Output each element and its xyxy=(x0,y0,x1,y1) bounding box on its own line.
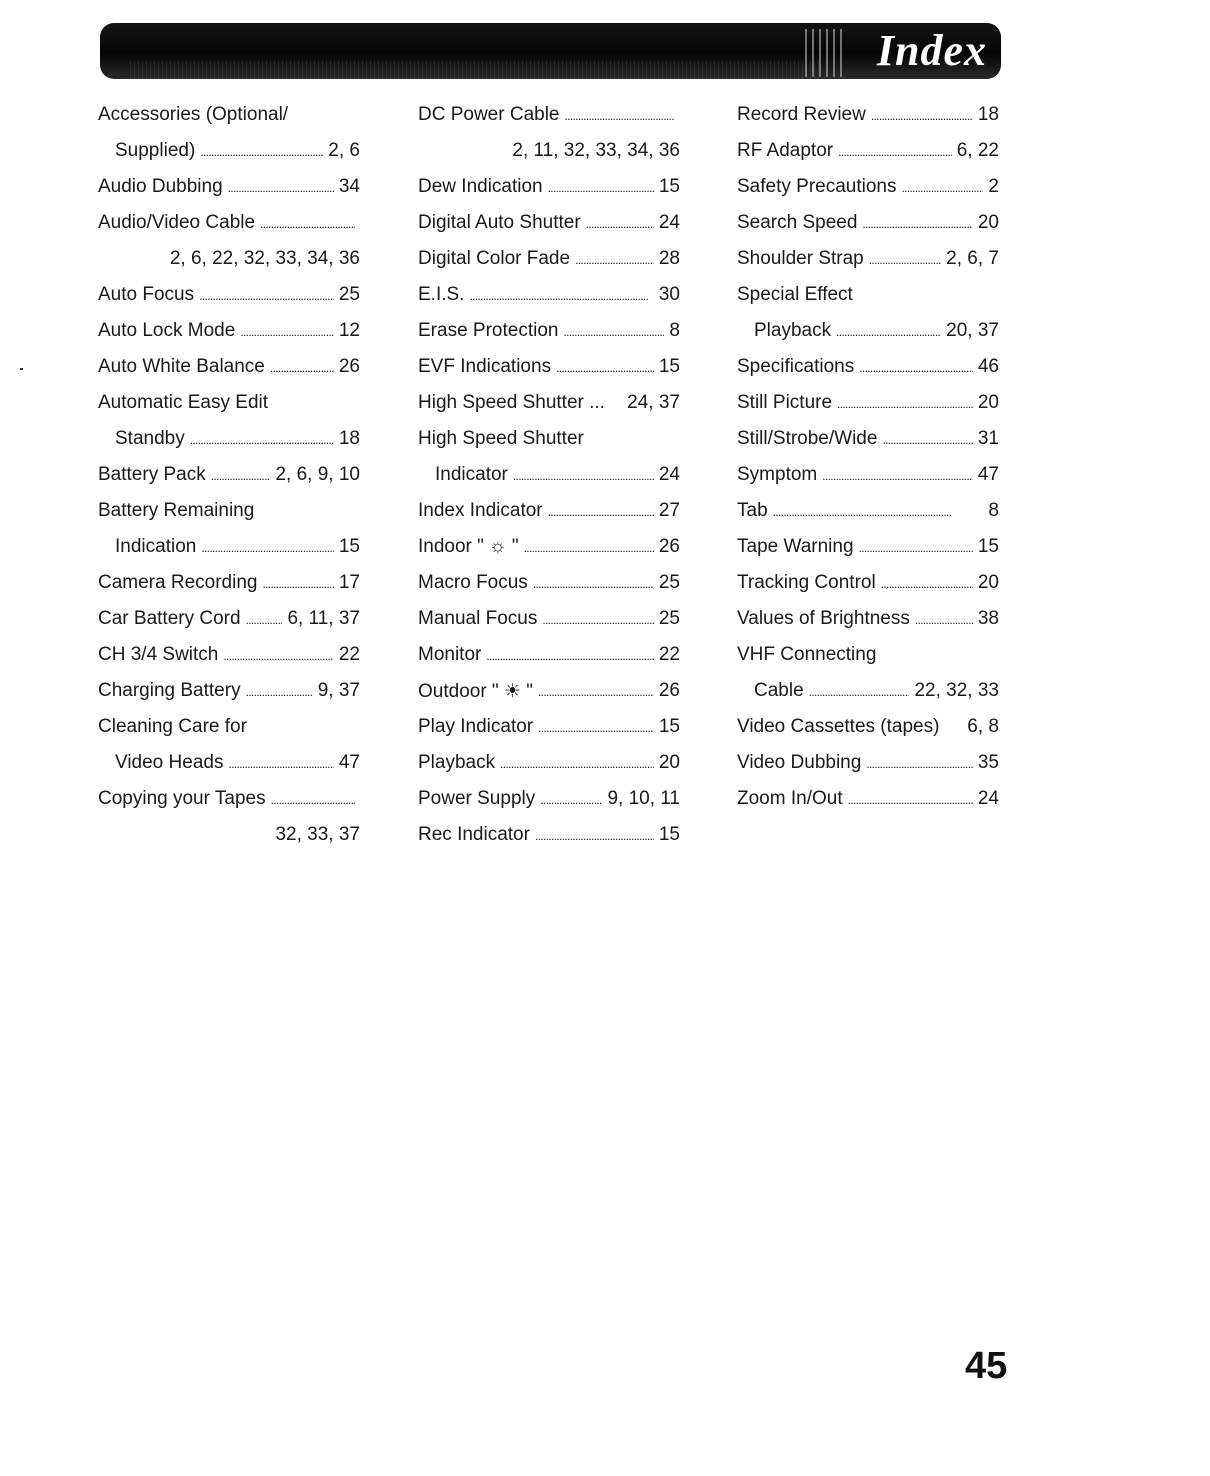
dot-leader xyxy=(223,646,333,665)
index-entry-label: Record Review xyxy=(737,104,866,125)
index-entry xyxy=(98,745,360,781)
dot-leader xyxy=(869,250,941,269)
index-entry-pages: 26 xyxy=(658,536,680,557)
index-entry xyxy=(98,277,360,313)
index-entry-pages: 24, 37 xyxy=(627,392,680,413)
index-entry xyxy=(418,277,680,313)
dot-leader xyxy=(809,682,910,701)
dot-leader xyxy=(586,214,654,233)
index-entry xyxy=(98,637,360,673)
index-entry-label: Manual Focus xyxy=(418,608,538,629)
index-entry-label: Cleaning Care for xyxy=(98,716,247,737)
index-entry xyxy=(418,601,680,637)
dot-leader xyxy=(548,178,654,197)
index-entry-label: Power Supply xyxy=(418,788,536,809)
index-entry xyxy=(418,745,680,781)
index-entry-pages: 15 xyxy=(658,716,680,737)
index-entry xyxy=(98,385,360,421)
index-entry-label: Still/Strobe/Wide xyxy=(737,428,878,449)
index-entry-label: Automatic Easy Edit xyxy=(98,392,269,413)
index-entry-pages: 15 xyxy=(977,536,999,557)
index-entry xyxy=(737,781,999,817)
index-entry xyxy=(418,313,680,349)
index-entry xyxy=(737,745,999,781)
dot-leader xyxy=(859,538,973,557)
index-column-1 xyxy=(98,97,360,853)
index-entry-pages: 15 xyxy=(338,536,360,557)
index-entry-label: Video Heads xyxy=(115,752,224,773)
index-entry-pages: 2 xyxy=(988,176,999,197)
index-entry xyxy=(737,241,999,277)
dot-leader xyxy=(190,430,334,449)
dot-leader xyxy=(260,214,355,233)
index-entry xyxy=(418,709,680,745)
index-entry xyxy=(737,277,999,313)
index-entry xyxy=(737,97,999,133)
index-entry-label: Indoor " ☼ " xyxy=(418,536,519,557)
index-entry xyxy=(737,493,999,529)
index-entry xyxy=(737,457,999,493)
index-entry-label: Playback xyxy=(418,752,496,773)
index-entry-pages: 2, 6, 9, 10 xyxy=(275,464,360,485)
dot-leader xyxy=(270,358,334,377)
index-entry-label: Camera Recording xyxy=(98,572,258,593)
dot-leader xyxy=(837,394,973,413)
index-entry xyxy=(737,169,999,205)
index-entry-pages: 25 xyxy=(658,572,680,593)
index-entry-label: E.I.S. xyxy=(418,284,465,305)
dot-leader xyxy=(201,538,334,557)
dot-leader xyxy=(836,322,941,341)
dot-leader xyxy=(538,718,654,737)
index-entry-label: Still Picture xyxy=(737,392,833,413)
index-entry-pages: 22 xyxy=(658,644,680,665)
dot-leader xyxy=(500,754,654,773)
index-entry xyxy=(418,493,680,529)
index-entry-label: CH 3/4 Switch xyxy=(98,644,219,665)
index-entry-label: Symptom xyxy=(737,464,818,485)
dot-leader xyxy=(548,502,654,521)
index-entry-label: Video Dubbing xyxy=(737,752,862,773)
index-entry-label: DC Power Cable xyxy=(418,104,560,125)
index-entry xyxy=(98,673,360,709)
index-entry-pages: 20 xyxy=(977,572,999,593)
index-entry xyxy=(737,673,999,709)
index-entry-label: Tab xyxy=(737,500,768,521)
dot-leader xyxy=(915,610,973,629)
index-entry-pages: 18 xyxy=(977,104,999,125)
index-entry-pages: 34 xyxy=(338,176,360,197)
index-entry xyxy=(98,529,360,565)
index-entry-pages: 47 xyxy=(977,464,999,485)
index-entry xyxy=(418,385,680,421)
index-entry-label: Zoom In/Out xyxy=(737,788,843,809)
index-entry xyxy=(418,97,680,133)
index-entry xyxy=(98,601,360,637)
index-continuation-line xyxy=(98,817,360,853)
index-entry-pages: 47 xyxy=(338,752,360,773)
index-column-2 xyxy=(418,97,680,853)
index-entry xyxy=(98,349,360,385)
index-entry-pages: 6, 8 xyxy=(967,716,999,737)
index-entry-label: Battery Pack xyxy=(98,464,206,485)
index-entry-pages: 26 xyxy=(658,680,680,701)
index-entry-pages: 17 xyxy=(338,572,360,593)
dot-leader xyxy=(866,754,973,773)
index-entry xyxy=(418,565,680,601)
index-entry-pages: 18 xyxy=(338,428,360,449)
dot-leader xyxy=(469,286,653,305)
index-entry-pages: 28 xyxy=(658,248,680,269)
index-entry-label: Tape Warning xyxy=(737,536,854,557)
index-entry xyxy=(737,205,999,241)
index-entry-label: Digital Color Fade xyxy=(418,248,571,269)
index-entry-label: RF Adaptor xyxy=(737,140,834,161)
dot-leader xyxy=(565,106,676,125)
dot-leader xyxy=(240,322,334,341)
dot-leader xyxy=(848,790,973,809)
index-entry-pages: 9, 10, 11 xyxy=(607,788,680,809)
index-entry xyxy=(418,817,680,853)
index-entry-label: Digital Auto Shutter xyxy=(418,212,581,233)
index-entry-label: Supplied) xyxy=(115,140,196,161)
index-entry-label: Rec Indicator xyxy=(418,824,530,845)
index-column-3 xyxy=(737,97,999,817)
index-entry xyxy=(737,385,999,421)
index-entry-label: Audio/Video Cable xyxy=(98,212,256,233)
dot-leader xyxy=(901,178,983,197)
dot-leader xyxy=(262,574,333,593)
index-continuation-line xyxy=(418,133,680,169)
index-entry-label: Copying your Tapes xyxy=(98,788,266,809)
index-entry-pages: 26 xyxy=(338,356,360,377)
stray-mark xyxy=(20,368,23,370)
page-title: Index xyxy=(876,26,987,75)
index-entry xyxy=(737,349,999,385)
dot-leader xyxy=(542,610,654,629)
index-entry xyxy=(737,709,999,745)
index-entry xyxy=(737,133,999,169)
index-entry-label: Auto White Balance xyxy=(98,356,265,377)
index-entry xyxy=(98,169,360,205)
dot-leader xyxy=(200,142,323,161)
dot-leader xyxy=(862,214,972,233)
index-entry-label: Standby xyxy=(115,428,185,449)
index-entry-pages: 6, 22 xyxy=(956,140,999,161)
index-entry-pages: 2, 6, 22, 32, 33, 34, 36 xyxy=(169,248,360,269)
index-continuation-line xyxy=(98,241,360,277)
dot-leader xyxy=(246,682,313,701)
index-entry-pages: 15 xyxy=(658,176,680,197)
index-entry xyxy=(98,565,360,601)
index-entry xyxy=(98,709,360,745)
dot-leader xyxy=(871,106,973,125)
index-entry-pages: 31 xyxy=(977,428,999,449)
index-entry xyxy=(737,565,999,601)
index-entry-label: Play Indicator xyxy=(418,716,534,737)
index-entry-pages: 32, 33, 37 xyxy=(275,824,360,845)
dot-leader xyxy=(563,322,664,341)
index-entry-pages: 6, 11, 37 xyxy=(287,608,360,629)
index-entry xyxy=(98,421,360,457)
dot-leader xyxy=(533,574,654,593)
index-entry-pages: 25 xyxy=(658,608,680,629)
index-entry xyxy=(737,313,999,349)
index-entry-label: Safety Precautions xyxy=(737,176,897,197)
index-entry xyxy=(737,601,999,637)
index-entry-pages: 46 xyxy=(977,356,999,377)
index-entry xyxy=(98,457,360,493)
index-entry xyxy=(418,529,680,565)
index-entry-pages: 38 xyxy=(977,608,999,629)
index-entry-label: Shoulder Strap xyxy=(737,248,864,269)
index-entry-label: High Speed Shutter ... xyxy=(418,392,605,413)
dot-leader xyxy=(271,790,355,809)
index-entry xyxy=(98,133,360,169)
page-number: 45 xyxy=(965,1345,1008,1387)
index-entry-label: Erase Protection xyxy=(418,320,559,341)
index-entry xyxy=(98,781,360,817)
index-entry-label: Indication xyxy=(115,536,197,557)
index-entry-label: Battery Remaining xyxy=(98,500,255,521)
index-entry-pages: 22, 32, 33 xyxy=(914,680,999,701)
index-entry-pages: 15 xyxy=(658,356,680,377)
index-entry-pages: 27 xyxy=(658,500,680,521)
index-entry-pages: 24 xyxy=(658,212,680,233)
index-entry-label: Playback xyxy=(754,320,832,341)
index-entry-label: Charging Battery xyxy=(98,680,241,701)
index-entry-pages: 20, 37 xyxy=(946,320,999,341)
index-entry xyxy=(418,241,680,277)
index-entry-pages: 9, 37 xyxy=(317,680,360,701)
index-entry-label: Macro Focus xyxy=(418,572,528,593)
index-entry-pages: 24 xyxy=(977,788,999,809)
index-entry xyxy=(418,673,680,709)
index-entry-label: Specifications xyxy=(737,356,855,377)
index-entry-pages: 8 xyxy=(669,320,680,341)
index-entry-label: Monitor xyxy=(418,644,482,665)
index-entry-pages: 20 xyxy=(977,212,999,233)
dot-leader xyxy=(246,610,283,629)
index-entry xyxy=(418,637,680,673)
index-entry xyxy=(98,205,360,241)
dot-leader xyxy=(575,250,654,269)
index-entry xyxy=(737,529,999,565)
dot-leader xyxy=(211,466,271,485)
dot-leader xyxy=(556,358,654,377)
dot-leader xyxy=(524,538,654,557)
dot-leader xyxy=(882,430,972,449)
index-entry-pages: 35 xyxy=(977,752,999,773)
index-entry-label: Values of Brightness xyxy=(737,608,910,629)
index-entry xyxy=(418,169,680,205)
index-entry-pages: 25 xyxy=(338,284,360,305)
index-entry-label: Video Cassettes (tapes) xyxy=(737,716,940,737)
header-streaks xyxy=(805,29,845,77)
index-entry-pages: 24 xyxy=(658,464,680,485)
index-entry-label: Auto Lock Mode xyxy=(98,320,236,341)
dot-leader xyxy=(540,790,602,809)
index-entry-label: Outdoor " ☀ " xyxy=(418,680,534,702)
dot-leader xyxy=(513,466,654,485)
index-entry-pages: 20 xyxy=(977,392,999,413)
index-entry-pages: 20 xyxy=(658,752,680,773)
dot-leader xyxy=(859,358,973,377)
dot-leader xyxy=(199,286,334,305)
index-entry xyxy=(98,313,360,349)
dot-leader xyxy=(822,466,973,485)
index-entry xyxy=(418,457,680,493)
index-entry-label: EVF Indications xyxy=(418,356,552,377)
index-entry-label: High Speed Shutter xyxy=(418,428,584,449)
dot-leader xyxy=(535,826,654,845)
index-entry-label: Index Indicator xyxy=(418,500,543,521)
index-entry-label: Cable xyxy=(754,680,804,701)
index-entry-label: VHF Connecting xyxy=(737,644,877,665)
index-entry-label: Audio Dubbing xyxy=(98,176,223,197)
index-entry xyxy=(98,97,360,133)
index-entry-label: Tracking Control xyxy=(737,572,876,593)
dot-leader xyxy=(538,682,654,701)
dot-leader xyxy=(228,178,334,197)
dot-leader xyxy=(773,502,984,521)
index-entry-label: Auto Focus xyxy=(98,284,195,305)
index-entry-pages: 15 xyxy=(658,824,680,845)
index-entry xyxy=(418,421,680,457)
index-entry-pages: 2, 6, 7 xyxy=(946,248,999,269)
index-entry xyxy=(418,349,680,385)
index-entry-pages: 8 xyxy=(988,500,999,521)
dot-leader xyxy=(228,754,333,773)
index-entry-label: Dew Indication xyxy=(418,176,543,197)
index-entry-pages: 30 xyxy=(658,284,680,305)
index-entry-label: Car Battery Cord xyxy=(98,608,241,629)
index-entry xyxy=(737,637,999,673)
index-entry xyxy=(418,205,680,241)
dot-leader xyxy=(881,574,973,593)
dot-leader xyxy=(486,646,654,665)
index-entry-pages: 2, 6 xyxy=(328,140,360,161)
index-header-bar xyxy=(100,23,1001,79)
header-texture xyxy=(130,61,820,79)
index-entry xyxy=(98,493,360,529)
index-entry-label: Indicator xyxy=(435,464,508,485)
index-entry-label: Accessories (Optional/ xyxy=(98,104,289,125)
index-entry-pages: 2, 11, 32, 33, 34, 36 xyxy=(512,140,680,161)
index-entry-pages: 22 xyxy=(338,644,360,665)
index-entry-pages: 12 xyxy=(338,320,360,341)
index-entry xyxy=(418,781,680,817)
index-entry-label: Special Effect xyxy=(737,284,853,305)
dot-leader xyxy=(838,142,952,161)
index-entry xyxy=(737,421,999,457)
index-entry-label: Search Speed xyxy=(737,212,858,233)
